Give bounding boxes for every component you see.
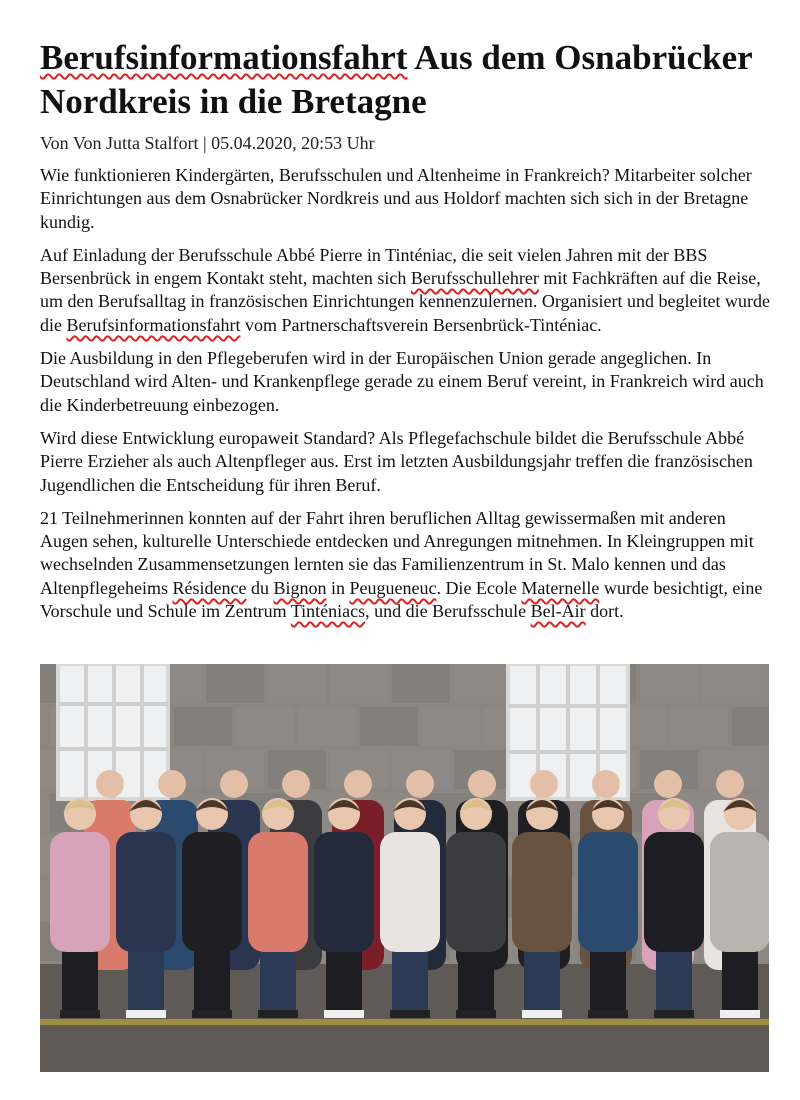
text-run: . Die Ecole [436, 577, 522, 598]
article [40, 36, 770, 623]
text-run: vom Partnerschaftsverein Bersenbrück-Tinténiac. [240, 314, 602, 335]
curb-line [40, 1019, 769, 1025]
text-run-flagged: Bel-Air [530, 601, 586, 622]
headline-rest: Aus dem Osnabrücker Nordkreis in die Bretagne [40, 38, 753, 121]
text-run: 21 Teilnehmerinnen konnten auf der Fahrt ihren beruflichen Alltag gewissermaßen mit anderen Augen sehen, kulturelle Unterschiede entdecken und Anregungen mitnehmen. In Kleingruppen mit wechselnden Zusammensetzungen lernten sie das Familienzentrum in St. Malo kennen und das Altenpflegeheims [40, 507, 754, 598]
text-run-flagged: Peugueneuc [349, 577, 437, 598]
text-run-flagged: Bignon [273, 577, 327, 598]
text-run-flagged: Résidence [172, 577, 247, 598]
text-run: , und die Berufsschule [365, 601, 531, 622]
paragraph-1: Wie funktionieren Kindergärten, Berufsschulen und Altenheime in Frankreich? Mitarbeiter solcher Einrichtungen aus dem Osnabrücker Nordkreis und aus Holdorf machten sich sich in der Bretagne kundig. [40, 165, 752, 232]
paragraph-3: Die Ausbildung in den Pflegeberufen wird in der Europäischen Union gerade angeglichen. In Deutschland wird Alten- und Krankenpflege gerade zu einem Beruf vereint, in Frankreich wird auch die Kinderbetreuung einbezogen. [40, 348, 764, 415]
headline-keyword: Berufsinformationsfahrt [40, 38, 408, 77]
article-headline [40, 36, 770, 124]
text-run: Auf Einladung der Berufsschule Abbé Pierre in Tinténiac, die seit vielen Jahren mit der BBS Bersenbrück in engem Kontakt steht, machten sich [40, 244, 708, 289]
text-run: du [246, 577, 274, 598]
paragraph-2 [40, 244, 770, 337]
text-run: wurde besichtigt, eine Vorschule und Schule im Zentrum [40, 577, 763, 622]
text-run-flagged: Berufsinformationsfahrt [66, 314, 241, 335]
byline: Von Von Jutta Stalfort | 05.04.2020, 20:53 Uhr [40, 133, 375, 153]
text-run-flagged: Maternelle [521, 577, 600, 598]
paragraph-5 [40, 507, 770, 623]
group-photo-illustration [40, 664, 769, 1072]
text-run-flagged: Tinténiacs [290, 601, 366, 622]
text-run: in [326, 577, 350, 598]
paragraph-4: Wird diese Entwicklung europaweit Standard? Als Pflegefachschule bildet die Berufsschule Abbé Pierre Erzieher als auch Altenpfleger aus. Erst im letzten Ausbildungsjahr treffen die französischen Jugendlichen die Entscheidung für ihren Beruf. [40, 427, 753, 495]
text-run-flagged: Berufsschullehrer [410, 268, 539, 289]
text-run: dort. [585, 601, 624, 622]
text-run: mit Fachkräften auf die Reise, um den Berufsalltag in französischen Einrichtungen kennenzulernen. Organisiert und begleitet wurde die [40, 268, 770, 335]
group-of-people [50, 770, 769, 1018]
group-photo [40, 664, 769, 1072]
